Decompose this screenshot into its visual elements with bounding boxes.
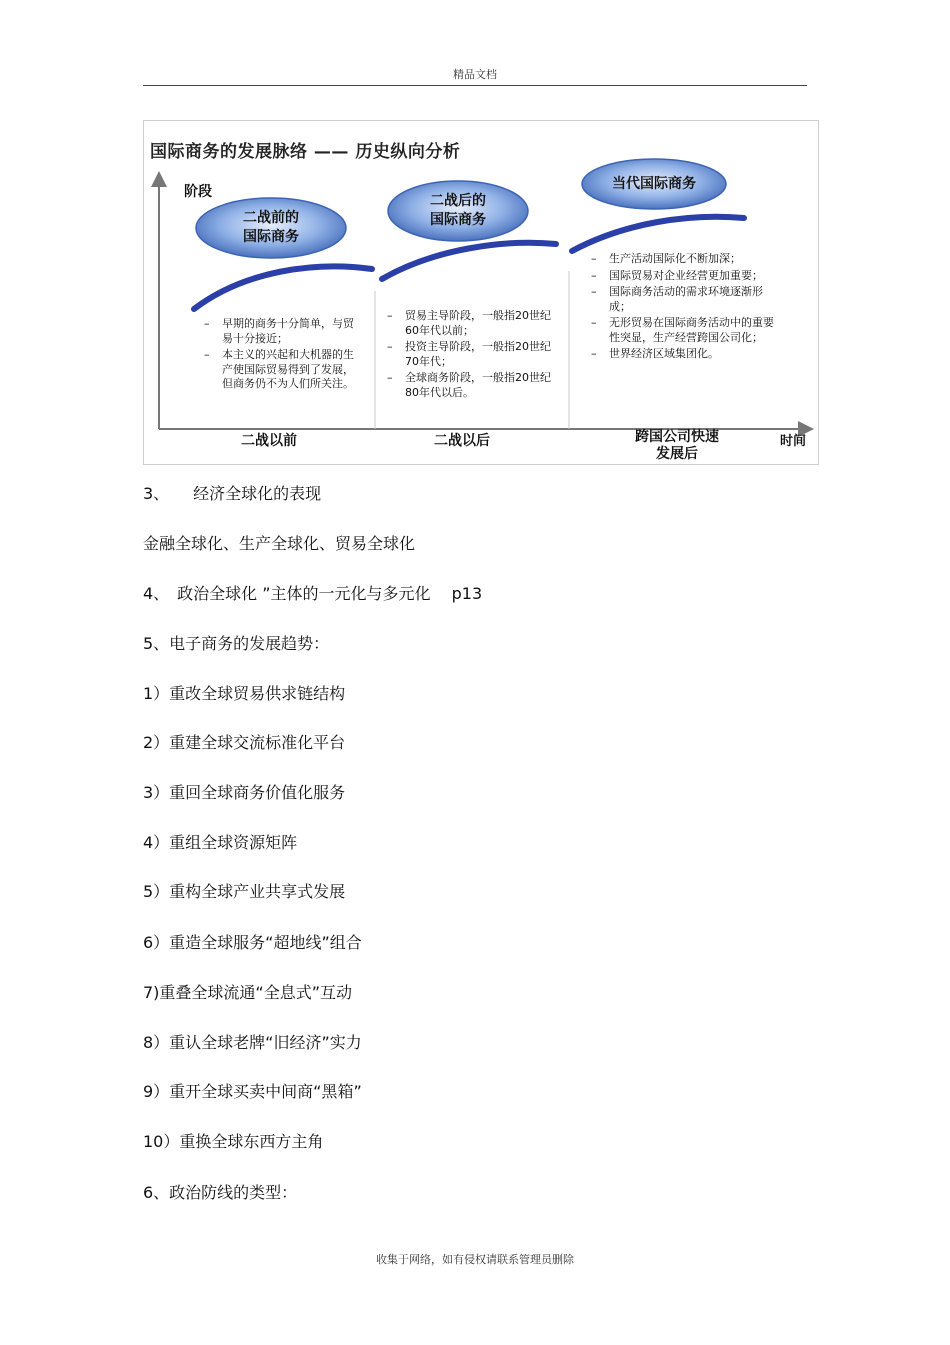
body-line: 6、政治防线的类型： xyxy=(143,1183,298,1202)
history-figure xyxy=(143,120,819,465)
x-axis-label: 时间 xyxy=(780,434,807,449)
stage-2-bullets xyxy=(387,309,557,402)
body-line: 7)重叠全球流通“全息式”互动 xyxy=(143,983,353,1002)
body-line: 4）重组全球资源矩阵 xyxy=(143,833,298,852)
y-axis-label: 阶段 xyxy=(184,184,212,200)
body-line: 2）重建全球交流标准化平台 xyxy=(143,733,346,752)
period-label-3 xyxy=(602,429,752,463)
body-line: 5、电子商务的发展趋势： xyxy=(143,634,330,653)
body-line: 3、 经济全球化的表现 xyxy=(143,484,322,503)
period-label-3-line1: 跨国公司快速 xyxy=(635,429,719,445)
stage-2-label-line1: 二战后的 xyxy=(430,193,486,210)
period-label-2: 二战以后 xyxy=(434,433,490,449)
body-line: 9）重开全球买卖中间商“黑箱” xyxy=(143,1082,362,1101)
list-item: – 投资主导阶段，一般指20世纪70年代； xyxy=(387,340,557,369)
period-label-1: 二战以前 xyxy=(241,433,297,449)
body-line: 3）重回全球商务价值化服务 xyxy=(143,783,346,802)
body-line: 1）重改全球贸易供求链结构 xyxy=(143,684,346,703)
stage-bubble-2 xyxy=(388,181,528,241)
body-line: 4、 政治全球化 ”主体的一元化与多元化 p13 xyxy=(143,584,483,603)
stage-arc-1 xyxy=(194,266,372,309)
list-item: – 本主义的兴起和大机器的生产使国际贸易得到了发展，但商务仍不为人们所关注。 xyxy=(204,348,362,392)
page-header: 精品文档 xyxy=(453,68,497,81)
figure-title: 国际商务的发展脉络 —— 历史纵向分析 xyxy=(150,142,461,162)
header-divider xyxy=(143,85,807,86)
list-item: – 贸易主导阶段，一般指20世纪60年代以前； xyxy=(387,309,557,338)
stage-1-label-line2: 国际商务 xyxy=(243,229,299,245)
stage-bubble-1 xyxy=(196,198,346,258)
period-label-3-line2: 发展后 xyxy=(656,446,698,462)
body-line: 8）重认全球老牌“旧经济”实力 xyxy=(143,1033,362,1052)
stage-3-bullets xyxy=(591,252,776,364)
list-item: – 世界经济区域集团化。 xyxy=(591,347,776,362)
stage-arc-2 xyxy=(382,243,556,279)
stage-arc-3 xyxy=(572,217,744,251)
list-item: – 国际贸易对企业经营更加重要； xyxy=(591,269,776,284)
stage-1-bullets xyxy=(204,317,362,394)
list-item: – 生产活动国际化不断加深； xyxy=(591,252,776,267)
list-item: – 无形贸易在国际商务活动中的重要性突显，生产经营跨国公司化； xyxy=(591,316,776,345)
stage-3-label: 当代国际商务 xyxy=(612,175,696,192)
list-item: – 全球商务阶段，一般指20世纪80年代以后。 xyxy=(387,371,557,400)
list-item: – 国际商务活动的需求环境逐渐形成； xyxy=(591,285,776,314)
stage-2-label-line2: 国际商务 xyxy=(430,212,486,228)
body-line: 10）重换全球东西方主角 xyxy=(143,1132,324,1151)
body-line: 6）重造全球服务“超地线”组合 xyxy=(143,933,362,952)
stage-1-label-line1: 二战前的 xyxy=(243,210,299,227)
list-item: – 早期的商务十分简单，与贸易十分接近； xyxy=(204,317,362,346)
body-line: 金融全球化、生产全球化、贸易全球化 xyxy=(143,534,416,553)
body-line: 5）重构全球产业共享式发展 xyxy=(143,882,346,901)
stage-bubble-3 xyxy=(582,159,726,209)
page-footer: 收集于网络，如有侵权请联系管理员删除 xyxy=(376,1253,574,1266)
